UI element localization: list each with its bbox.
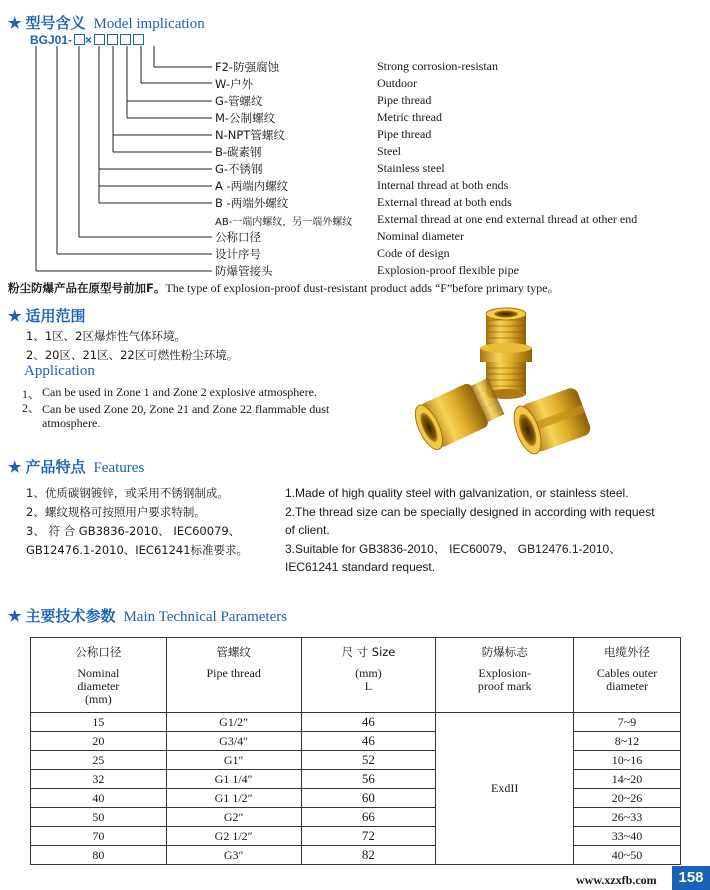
model-row-en: Code of design (377, 246, 450, 260)
star-icon: ★ (8, 609, 22, 625)
table-row (31, 713, 681, 732)
scope-item-cn: 1、1区、2区爆炸性气体环境。 (26, 329, 186, 343)
cell-dn: 25 (31, 751, 167, 770)
model-row-en: Pipe thread (377, 127, 432, 141)
cell-cable: 14~20 (574, 770, 681, 789)
model-row-en: Outdoor (377, 76, 417, 90)
cell-thread: G1/2″ (166, 713, 301, 732)
model-code: BGJ01- × (30, 33, 144, 47)
feature-item-en: IEC61241 standard request. (285, 560, 436, 574)
cell-cable: 40~50 (574, 846, 681, 865)
cell-thread: G3″ (166, 846, 301, 865)
features-section-title: ★ 产品特点 Features (8, 460, 145, 476)
scope-section-title: ★ 适用范围 (8, 309, 86, 325)
model-section-title: ★ 型号含义 Model implication (8, 16, 205, 32)
model-row-en: Metric thread (377, 110, 442, 124)
header-size: 尺 寸 Size (mm) L (301, 638, 436, 713)
cell-size: 46 (301, 732, 436, 751)
table-header-row (31, 638, 681, 713)
model-row-cn: B -两端外螺纹 (215, 196, 289, 210)
cell-thread: G1 1/4″ (166, 770, 301, 789)
model-row-en: Stainless steel (377, 161, 445, 175)
table-row (31, 827, 681, 846)
cell-dn: 50 (31, 808, 167, 827)
cell-thread: G1 1/2″ (166, 789, 301, 808)
params-table (30, 637, 681, 865)
feature-item-en: 3.Suitable for GB3836-2010、 IEC60079、 GB12476.1-2010、 (285, 542, 622, 556)
model-bracket-lines (0, 0, 710, 290)
table-row (31, 770, 681, 789)
star-icon: ★ (8, 16, 22, 32)
feature-item-cn: 2、螺纹规格可按照用户要求特制。 (26, 505, 206, 519)
model-row-en: Pipe thread (377, 93, 432, 107)
cell-size: 56 (301, 770, 436, 789)
star-icon: ★ (8, 460, 22, 476)
application-item: Can be used in Zone 1 and Zone 2 explosive atmosphere. (42, 385, 317, 399)
model-row-cn: M-公制螺纹 (215, 111, 276, 125)
cell-cable: 26~33 (574, 808, 681, 827)
cell-cable: 10~16 (574, 751, 681, 770)
table-row (31, 751, 681, 770)
scope-item-cn: 2、20区、21区、22区可燃性粉尘环境。 (26, 348, 239, 362)
model-row-en: Explosion-proof flexible pipe (377, 263, 519, 277)
cell-dn: 15 (31, 713, 167, 732)
cell-explosion-mark: ExdII (436, 713, 574, 865)
model-row-cn: B-碳素钢 (215, 145, 262, 159)
model-row-cn: 公称口径 (215, 230, 261, 244)
cell-size: 72 (301, 827, 436, 846)
feature-item-cn: GB12476.1-2010、IEC61241标准要求。 (26, 543, 249, 557)
table-row (31, 789, 681, 808)
cell-size: 46 (301, 713, 436, 732)
model-row-en: Steel (377, 144, 401, 158)
header-cable-diameter: 电缆外径 Cables outer diameter (574, 638, 681, 713)
model-row-cn: 设计序号 (215, 247, 261, 261)
cell-thread: G1″ (166, 751, 301, 770)
application-item: atmosphere. (42, 416, 101, 430)
cell-dn: 80 (31, 846, 167, 865)
table-row (31, 846, 681, 865)
model-note: 粉尘防爆产品在原型号前加F。The type of explosion-proof dust-resistant product adds “F”before primary type。 (8, 281, 560, 295)
page-number: 158 (672, 866, 710, 890)
model-row-cn: G-不锈钢 (215, 162, 263, 176)
cell-cable: 8~12 (574, 732, 681, 751)
footer-url[interactable]: www.xzxfb.com (576, 873, 657, 887)
header-pipe-thread: 管螺纹 Pipe thread (166, 638, 301, 713)
application-title: Application (24, 363, 95, 379)
star-icon: ★ (8, 309, 22, 325)
application-item: Can be used Zone 20, Zone 21 and Zone 22 flammable dust (42, 402, 330, 416)
feature-item-cn: 1、优质碳钢镀锌，或采用不锈钢制成。 (26, 486, 229, 500)
cell-cable: 33~40 (574, 827, 681, 846)
model-row-cn: G-管螺纹 (215, 94, 263, 108)
table-row (31, 808, 681, 827)
cell-dn: 32 (31, 770, 167, 789)
cell-cable: 7~9 (574, 713, 681, 732)
cell-dn: 40 (31, 789, 167, 808)
cell-thread: G3/4″ (166, 732, 301, 751)
model-row-en: Strong corrosion-resistan (377, 59, 498, 73)
cell-size: 82 (301, 846, 436, 865)
model-row-cn: AB-一端内螺纹，另一端外螺纹 (215, 217, 353, 228)
cell-dn: 70 (31, 827, 167, 846)
header-explosion-mark: 防爆标志 Explosion- proof mark (436, 638, 574, 713)
cell-thread: G2 1/2″ (166, 827, 301, 846)
feature-item-en: 2.The thread size can be specially designed in according with request (285, 505, 655, 519)
model-row-en: External thread at both ends (377, 195, 512, 209)
product-image (408, 300, 598, 460)
feature-item-en: 1.Made of high quality steel with galvanization, or stainless steel. (285, 486, 629, 500)
cell-thread: G2″ (166, 808, 301, 827)
model-row-cn: A -两端内螺纹 (215, 179, 289, 193)
model-row-en: External thread at one end external thread at other end (377, 212, 638, 226)
feature-item-cn: 3、 符 合 GB3836-2010、 IEC60079、 (26, 524, 241, 538)
feature-item-en: of client. (285, 523, 330, 537)
cell-size: 52 (301, 751, 436, 770)
table-row (31, 732, 681, 751)
application-item-num: 2、 (22, 401, 41, 415)
model-row-cn: W-户外 (215, 77, 254, 91)
header-nominal-diameter: 公称口径 Nominal diameter (mm) (31, 638, 167, 713)
model-row-en: Internal thread at both ends (377, 178, 509, 192)
application-item-num: 1、 (22, 387, 41, 401)
model-row-en: Nominal diameter (377, 229, 464, 243)
cell-cable: 20~26 (574, 789, 681, 808)
params-section-title: ★ 主要技术参数 Main Technical Parameters (8, 609, 288, 625)
cell-size: 60 (301, 789, 436, 808)
cell-size: 66 (301, 808, 436, 827)
cell-dn: 20 (31, 732, 167, 751)
model-row-cn: 防爆管接头 (215, 264, 273, 278)
model-row-cn: N-NPT管螺纹 (215, 128, 285, 142)
model-row-cn: F2-防强腐蚀 (215, 60, 280, 74)
